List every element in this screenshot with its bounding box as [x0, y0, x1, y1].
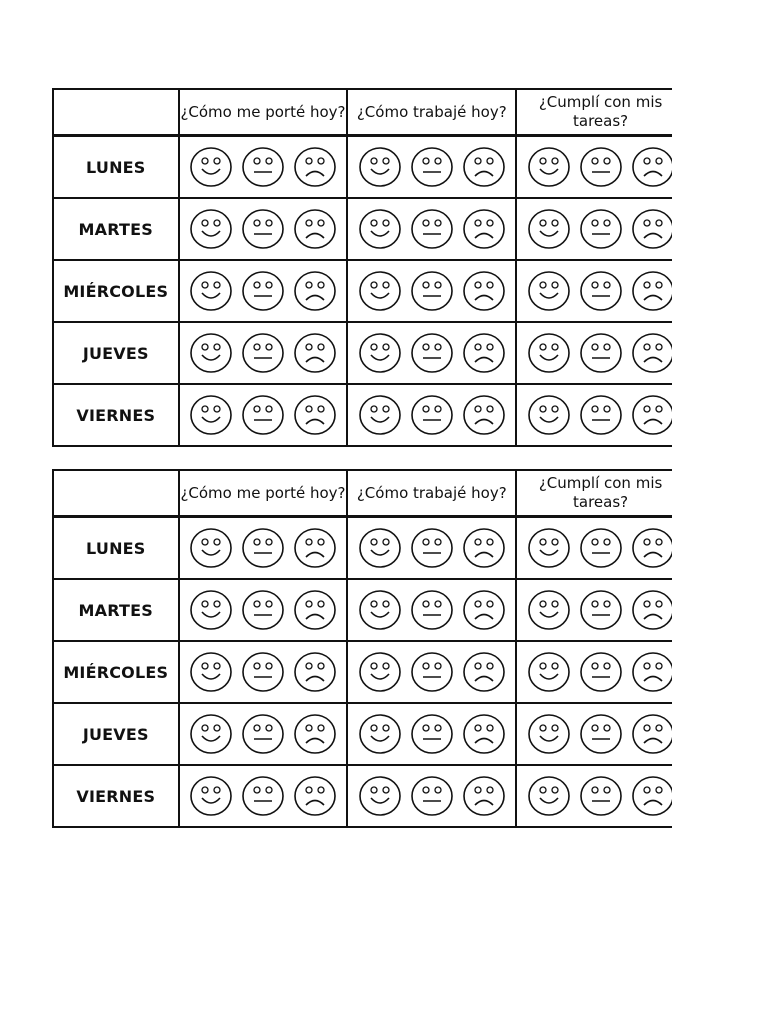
sad-face-icon[interactable] — [462, 269, 506, 313]
face-options — [348, 145, 515, 189]
rating-cell — [347, 703, 516, 765]
rating-cell — [516, 517, 672, 580]
sad-face-icon[interactable] — [631, 650, 672, 694]
tracker-table — [52, 469, 672, 828]
sad-face-icon[interactable] — [631, 207, 672, 251]
neutral-face-icon[interactable] — [410, 588, 454, 632]
face-options — [348, 207, 515, 251]
sad-face-icon[interactable] — [462, 331, 506, 375]
neutral-face-icon[interactable] — [579, 393, 623, 437]
question-header-q1: ¿Cómo me porté hoy? — [179, 89, 348, 136]
face-options — [180, 588, 347, 632]
corner-cell — [53, 470, 179, 517]
rating-cell — [516, 579, 672, 641]
neutral-face-icon[interactable] — [579, 650, 623, 694]
neutral-face-icon[interactable] — [410, 712, 454, 756]
sad-face-icon[interactable] — [293, 269, 337, 313]
sad-face-icon[interactable] — [462, 650, 506, 694]
happy-face-icon[interactable] — [189, 588, 233, 632]
face-options — [180, 331, 347, 375]
day-row — [53, 198, 672, 260]
day-label: VIERNES — [53, 765, 179, 827]
happy-face-icon[interactable] — [527, 526, 571, 570]
day-row — [53, 579, 672, 641]
sad-face-icon[interactable] — [631, 145, 672, 189]
neutral-face-icon[interactable] — [241, 712, 285, 756]
question-header-q1: ¿Cómo me porté hoy? — [179, 470, 348, 517]
happy-face-icon[interactable] — [189, 269, 233, 313]
happy-face-icon[interactable] — [527, 331, 571, 375]
face-options — [180, 650, 347, 694]
sad-face-icon[interactable] — [293, 650, 337, 694]
day-row — [53, 703, 672, 765]
neutral-face-icon[interactable] — [241, 331, 285, 375]
day-label: JUEVES — [53, 703, 179, 765]
face-options — [517, 712, 672, 756]
sad-face-icon[interactable] — [462, 712, 506, 756]
sad-face-icon[interactable] — [631, 331, 672, 375]
happy-face-icon[interactable] — [527, 588, 571, 632]
sad-face-icon[interactable] — [631, 393, 672, 437]
neutral-face-icon[interactable] — [241, 588, 285, 632]
face-options — [180, 269, 347, 313]
tracker-table — [52, 88, 672, 447]
happy-face-icon[interactable] — [189, 774, 233, 818]
question-header-q2: ¿Cómo trabajé hoy? — [347, 89, 516, 136]
neutral-face-icon[interactable] — [410, 331, 454, 375]
happy-face-icon[interactable] — [358, 207, 402, 251]
sad-face-icon[interactable] — [631, 526, 672, 570]
rating-cell — [516, 322, 672, 384]
happy-face-icon[interactable] — [189, 207, 233, 251]
day-row — [53, 260, 672, 322]
happy-face-icon[interactable] — [527, 774, 571, 818]
face-options — [180, 393, 347, 437]
sad-face-icon[interactable] — [293, 712, 337, 756]
face-options — [180, 207, 347, 251]
rating-cell — [516, 136, 672, 199]
happy-face-icon[interactable] — [527, 269, 571, 313]
sad-face-icon[interactable] — [293, 393, 337, 437]
face-options — [180, 145, 347, 189]
face-options — [517, 588, 672, 632]
neutral-face-icon[interactable] — [579, 588, 623, 632]
header-row — [53, 470, 672, 517]
day-label: MARTES — [53, 198, 179, 260]
happy-face-icon[interactable] — [358, 588, 402, 632]
sad-face-icon[interactable] — [293, 331, 337, 375]
rating-cell — [347, 765, 516, 827]
rating-cell — [179, 198, 348, 260]
header-row — [53, 89, 672, 136]
rating-cell — [347, 384, 516, 446]
question-header-q3: ¿Cumplí con mis tareas? — [516, 470, 672, 517]
rating-cell — [347, 517, 516, 580]
sad-face-icon[interactable] — [293, 774, 337, 818]
neutral-face-icon[interactable] — [241, 526, 285, 570]
face-options — [517, 269, 672, 313]
neutral-face-icon[interactable] — [241, 207, 285, 251]
neutral-face-icon[interactable] — [410, 393, 454, 437]
face-options — [180, 526, 347, 570]
face-options — [348, 712, 515, 756]
day-label: MARTES — [53, 579, 179, 641]
sad-face-icon[interactable] — [631, 588, 672, 632]
happy-face-icon[interactable] — [358, 526, 402, 570]
neutral-face-icon[interactable] — [241, 145, 285, 189]
face-options — [348, 393, 515, 437]
neutral-face-icon[interactable] — [579, 207, 623, 251]
face-options — [180, 712, 347, 756]
sad-face-icon[interactable] — [462, 526, 506, 570]
happy-face-icon[interactable] — [527, 650, 571, 694]
neutral-face-icon[interactable] — [579, 712, 623, 756]
sad-face-icon[interactable] — [631, 269, 672, 313]
rating-cell — [179, 703, 348, 765]
happy-face-icon[interactable] — [189, 331, 233, 375]
happy-face-icon[interactable] — [358, 712, 402, 756]
rating-cell — [179, 322, 348, 384]
happy-face-icon[interactable] — [527, 207, 571, 251]
rating-cell — [347, 198, 516, 260]
sad-face-icon[interactable] — [293, 526, 337, 570]
sad-face-icon[interactable] — [462, 393, 506, 437]
day-row — [53, 384, 672, 446]
face-options — [517, 650, 672, 694]
rating-cell — [516, 641, 672, 703]
neutral-face-icon[interactable] — [410, 650, 454, 694]
neutral-face-icon[interactable] — [579, 269, 623, 313]
neutral-face-icon[interactable] — [579, 331, 623, 375]
face-options — [517, 207, 672, 251]
neutral-face-icon[interactable] — [241, 650, 285, 694]
day-label: MIÉRCOLES — [53, 260, 179, 322]
happy-face-icon[interactable] — [189, 650, 233, 694]
face-options — [348, 588, 515, 632]
happy-face-icon[interactable] — [527, 712, 571, 756]
sad-face-icon[interactable] — [462, 774, 506, 818]
happy-face-icon[interactable] — [527, 393, 571, 437]
sad-face-icon[interactable] — [293, 588, 337, 632]
neutral-face-icon[interactable] — [579, 145, 623, 189]
rating-cell — [347, 136, 516, 199]
happy-face-icon[interactable] — [358, 393, 402, 437]
rating-cell — [516, 384, 672, 446]
face-options — [348, 526, 515, 570]
face-options — [348, 774, 515, 818]
happy-face-icon[interactable] — [189, 712, 233, 756]
happy-face-icon[interactable] — [189, 393, 233, 437]
rating-cell — [179, 517, 348, 580]
neutral-face-icon[interactable] — [410, 207, 454, 251]
neutral-face-icon[interactable] — [579, 774, 623, 818]
day-label: JUEVES — [53, 322, 179, 384]
behavior-chart-top — [52, 88, 672, 447]
face-options — [517, 774, 672, 818]
sad-face-icon[interactable] — [631, 712, 672, 756]
happy-face-icon[interactable] — [358, 650, 402, 694]
face-options — [517, 393, 672, 437]
day-row — [53, 322, 672, 384]
rating-cell — [347, 579, 516, 641]
sad-face-icon[interactable] — [293, 207, 337, 251]
day-label: VIERNES — [53, 384, 179, 446]
day-row — [53, 641, 672, 703]
neutral-face-icon[interactable] — [410, 774, 454, 818]
day-row — [53, 517, 672, 580]
neutral-face-icon[interactable] — [579, 526, 623, 570]
happy-face-icon[interactable] — [358, 331, 402, 375]
rating-cell — [179, 384, 348, 446]
happy-face-icon[interactable] — [358, 145, 402, 189]
rating-cell — [516, 198, 672, 260]
face-options — [517, 526, 672, 570]
rating-cell — [516, 703, 672, 765]
happy-face-icon[interactable] — [358, 774, 402, 818]
sad-face-icon[interactable] — [631, 774, 672, 818]
corner-cell — [53, 89, 179, 136]
face-options — [348, 650, 515, 694]
day-row — [53, 765, 672, 827]
face-options — [517, 331, 672, 375]
neutral-face-icon[interactable] — [241, 393, 285, 437]
sad-face-icon[interactable] — [462, 207, 506, 251]
rating-cell — [516, 260, 672, 322]
happy-face-icon[interactable] — [189, 526, 233, 570]
rating-cell — [347, 641, 516, 703]
question-header-q2: ¿Cómo trabajé hoy? — [347, 470, 516, 517]
sad-face-icon[interactable] — [462, 145, 506, 189]
rating-cell — [179, 260, 348, 322]
rating-cell — [347, 322, 516, 384]
rating-cell — [179, 765, 348, 827]
rating-cell — [516, 765, 672, 827]
rating-cell — [179, 641, 348, 703]
day-row — [53, 136, 672, 199]
question-header-q3: ¿Cumplí con mis tareas? — [516, 89, 672, 136]
happy-face-icon[interactable] — [527, 145, 571, 189]
face-options — [348, 331, 515, 375]
day-label: MIÉRCOLES — [53, 641, 179, 703]
day-label: LUNES — [53, 517, 179, 580]
neutral-face-icon[interactable] — [410, 269, 454, 313]
rating-cell — [347, 260, 516, 322]
day-label: LUNES — [53, 136, 179, 199]
rating-cell — [179, 579, 348, 641]
happy-face-icon[interactable] — [358, 269, 402, 313]
rating-cell — [179, 136, 348, 199]
happy-face-icon[interactable] — [189, 145, 233, 189]
sad-face-icon[interactable] — [293, 145, 337, 189]
face-options — [180, 774, 347, 818]
neutral-face-icon[interactable] — [241, 269, 285, 313]
behavior-chart-bottom — [52, 469, 672, 828]
neutral-face-icon[interactable] — [241, 774, 285, 818]
neutral-face-icon[interactable] — [410, 526, 454, 570]
face-options — [517, 145, 672, 189]
sad-face-icon[interactable] — [462, 588, 506, 632]
face-options — [348, 269, 515, 313]
neutral-face-icon[interactable] — [410, 145, 454, 189]
